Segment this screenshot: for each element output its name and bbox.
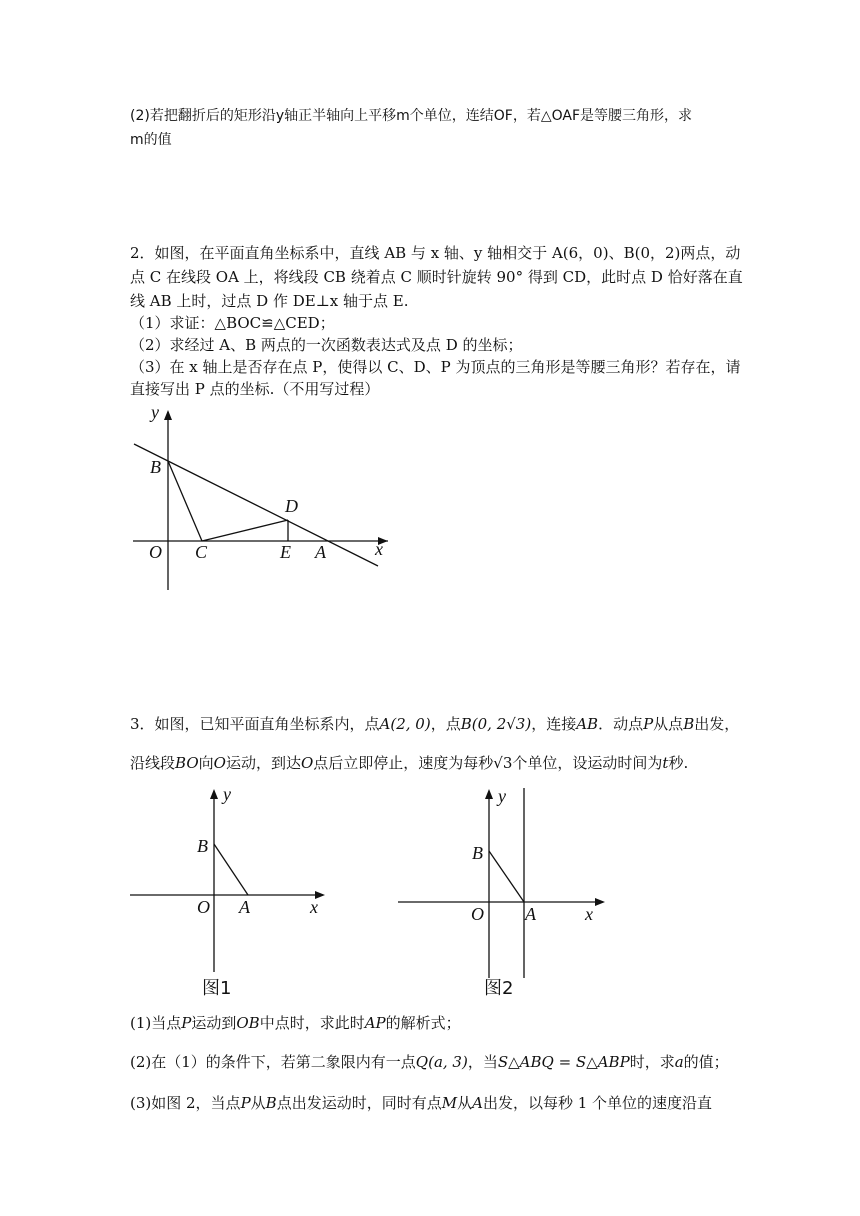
figure-1-caption: 图1 <box>202 978 232 999</box>
label-b: B <box>197 836 208 856</box>
p3-text: ，当 <box>467 1053 498 1071</box>
p3-text: 从 <box>457 1094 473 1112</box>
label-o: O <box>197 897 210 917</box>
p3-text: 出发，以每秒 1 个单位的速度沿直 <box>482 1094 713 1112</box>
p2-stem-line3: 线 AB 上时，过点 D 作 DE⊥x 轴于点 E. <box>130 292 409 310</box>
p3-figure-1 <box>125 782 340 1006</box>
p2-question-3b: 直接写出 P 点的坐标.（不用写过程） <box>130 380 380 398</box>
p3-text: (2)在（1）的条件下，若第二象限内有一点 <box>130 1053 416 1071</box>
label-x: x <box>375 539 383 559</box>
p3-text: (1)当点 <box>130 1014 182 1032</box>
label-y: y <box>498 786 506 806</box>
p3-text: 点出发运动时，同时有点 <box>276 1094 442 1112</box>
p3-point-a: A(2, 0) <box>379 715 431 733</box>
p3-point-b: B(0, 2√3) <box>460 715 532 733</box>
label-x: x <box>585 904 593 924</box>
label-a: A <box>315 542 326 562</box>
p3-var: M <box>441 1094 458 1112</box>
p3-question-3 <box>130 1093 712 1113</box>
p3-var: P <box>643 715 654 733</box>
p3-text: 的值； <box>683 1053 729 1071</box>
p1-part2-line1: (2)若把翻折后的矩形沿y轴正半轴向上平移m个单位，连结OF，若△OAF是等腰三角形，求 <box>130 108 692 124</box>
label-b: B <box>150 457 161 477</box>
p3-var: O <box>300 754 314 772</box>
p2-question-2: （2）求经过 A、B 两点的一次函数表达式及点 D 的坐标； <box>130 336 523 354</box>
p3-var: t <box>662 754 669 772</box>
p3-stem-line2 <box>130 753 688 773</box>
p3-stem-line1 <box>130 714 739 734</box>
p3-figure-2 <box>395 782 620 1006</box>
p3-text: ，连接 <box>531 715 577 733</box>
p3-sqrt3: √3 <box>493 754 513 772</box>
p3-text: ．动点 <box>598 715 644 733</box>
p3-var: B <box>683 715 695 733</box>
label-y: y <box>151 402 159 422</box>
p3-var: O <box>213 754 226 772</box>
label-x: x <box>310 897 318 917</box>
p3-text: 向 <box>198 754 214 772</box>
p3-area-equation: S△ABQ = S△ABP <box>497 1053 630 1071</box>
p3-var: AP <box>364 1014 386 1032</box>
p3-text: 3．如图，已知平面直角坐标系内，点 <box>130 715 380 733</box>
label-o: O <box>149 542 162 562</box>
p3-text: 个单位，设运动时间为 <box>512 754 663 772</box>
p3-var: a <box>674 1053 684 1071</box>
p3-seg-ab: AB <box>576 715 599 733</box>
x-axis-arrow <box>595 898 605 906</box>
p3-var: P <box>181 1014 192 1032</box>
label-e: E <box>280 542 291 562</box>
label-c: C <box>195 542 208 562</box>
y-axis-arrow <box>210 789 218 799</box>
p3-var: P <box>240 1094 251 1112</box>
p3-text: 秒. <box>668 754 689 772</box>
p3-question-1 <box>130 1013 461 1033</box>
p3-text: 时，求 <box>629 1053 675 1071</box>
p3-text: ，点 <box>430 715 461 733</box>
segment-cd <box>202 520 288 541</box>
p1-part2-line2: m的值 <box>130 132 172 148</box>
p3-text: 运动到 <box>191 1014 237 1032</box>
figure-2-caption: 图2 <box>484 978 514 999</box>
p3-question-2 <box>130 1052 729 1072</box>
p3-text: 从点 <box>653 715 684 733</box>
label-a: A <box>525 904 536 924</box>
p2-stem-line1: 2．如图，在平面直角坐标系中，直线 AB 与 x 轴、y 轴相交于 A(6，0)、B(0，2)两点，动 <box>130 244 741 262</box>
p3-text: 出发， <box>694 715 740 733</box>
segment-bc <box>168 461 202 541</box>
segment-ab <box>214 844 248 895</box>
p3-text: 中点时，求此时 <box>259 1014 365 1032</box>
label-o: O <box>471 904 484 924</box>
p3-var: OB <box>236 1014 260 1032</box>
label-y: y <box>223 784 231 804</box>
p2-stem-line2: 点 C 在线段 OA 上，将线段 CB 绕着点 C 顺时针旋转 90° 得到 CD，此时点 D 恰好落在直 <box>130 268 743 286</box>
p2-question-3a: （3）在 x 轴上是否存在点 P，使得以 C、D、P 为顶点的三角形是等腰三角形？若存在，请 <box>130 358 741 376</box>
line-ab <box>134 444 378 566</box>
label-a: A <box>239 897 250 917</box>
p3-text: (3)如图 2，当点 <box>130 1094 241 1112</box>
label-d: D <box>285 496 298 516</box>
y-axis-arrow <box>485 789 493 799</box>
p3-text: 从 <box>250 1094 266 1112</box>
p3-text: 点后立即停止，速度为每秒 <box>313 754 494 772</box>
p3-text: 的解析式； <box>385 1014 461 1032</box>
p3-var: BO <box>175 754 199 772</box>
label-b: B <box>472 843 483 863</box>
p3-text: 运动，到达 <box>225 754 301 772</box>
segment-ab <box>489 851 524 902</box>
p3-text: 沿线段 <box>130 754 176 772</box>
p3-var: B <box>265 1094 277 1112</box>
y-axis-arrow <box>164 410 172 420</box>
p3-point-q: Q(a, 3) <box>415 1053 468 1071</box>
p2-figure <box>120 400 400 604</box>
p2-question-1: （1）求证：△BOC≌△CED； <box>130 314 335 332</box>
p3-var: A <box>472 1094 483 1112</box>
